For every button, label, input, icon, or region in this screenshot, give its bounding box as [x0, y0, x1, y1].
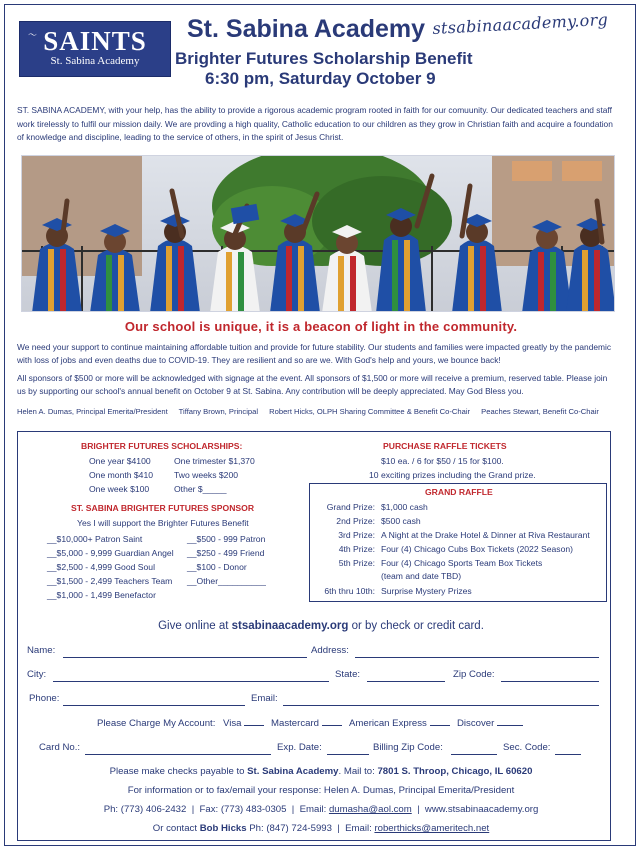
- visa-option[interactable]: [223, 718, 264, 729]
- sponsor-title: ST. SABINA BRIGHTER FUTURES SPONSOR: [71, 503, 255, 513]
- website-script: stsabinaacademy.org: [432, 9, 609, 38]
- swoosh-icon: 〜: [28, 30, 38, 40]
- sponsor-level[interactable]: __$100 - Donor: [187, 562, 247, 572]
- city-label: City:: [27, 669, 47, 680]
- billing-zip-field[interactable]: [451, 754, 497, 755]
- scholarship-option[interactable]: One week $100: [89, 484, 150, 494]
- signers-line: [17, 407, 623, 416]
- contact-email-link[interactable]: roberthicks@ameritech.net: [374, 823, 490, 834]
- signer-3: Robert Hicks, OLPH Sharing Committee & Benefit Co-Chair: [269, 407, 471, 416]
- charge-account-label: Please Charge My Account:: [97, 718, 216, 729]
- prize-text: (team and date TBD): [381, 571, 462, 581]
- give-prefix: Give online at: [158, 620, 229, 632]
- checks-prefix: Please make checks payable to: [109, 766, 245, 777]
- mail-address: 7801 S. Throop, Chicago, IL 60620: [377, 766, 533, 777]
- sponsor-level[interactable]: __$10,000+ Patron Saint: [47, 534, 143, 544]
- card-number-label: Card No.:: [39, 742, 81, 753]
- fax-number: Fax: (773) 483-0305: [199, 804, 287, 815]
- prize-label: 2nd Prize:: [336, 516, 375, 526]
- address-label: Address:: [311, 645, 349, 656]
- card-type: Discover: [457, 718, 495, 729]
- sponsor-level[interactable]: __$1,000 - 1,499 Benefactor: [47, 590, 156, 600]
- phone-field[interactable]: [63, 705, 245, 706]
- scholarship-option[interactable]: Two weeks $200: [174, 470, 239, 480]
- intro-paragraph: ST. SABINA ACADEMY, with your help, has the ability to provide a rigorous academic program rooted in faith for our comuunity. Our dedicated teachers and staff work tirelessly to fulfil our mission daily. We are provding a high quality, Catholic education to our children as they grow in Christian faith and acquire a foundation of knowledge and discipline, leading to the service of others, in the spirit of Jesus Christ.: [17, 105, 613, 142]
- logo-subtext: St. Sabina Academy: [50, 55, 140, 67]
- checks-line: [5, 766, 637, 777]
- sponsor-level[interactable]: __Other__________: [187, 576, 266, 586]
- contact-phone: Ph: (847) 724-5993: [249, 823, 332, 834]
- email-label-footer: Email:: [299, 804, 327, 815]
- prize-text: $1,000 cash: [381, 502, 428, 512]
- sponsor-level[interactable]: __$1,500 - 2,499 Teachers Team: [47, 576, 173, 586]
- scholarship-option[interactable]: One month $410: [89, 470, 154, 480]
- sponsor-intro: Yes I will support the Brighter Futures Benefit: [77, 518, 249, 528]
- prize-text: $500 cash: [381, 516, 421, 526]
- card-type: Visa: [223, 718, 242, 729]
- appeal-paragraph-2: All sponsors of $500 or more will be acknowledged with signage at the event. All sponsors of $1,500 or more will receive a premium, reserved table. Please join us by supporting our school's annual benefit on October 9 at St. Sabina. Any contribution will be deeply appreciated. May God Bless you.: [17, 373, 608, 396]
- name-label: Name:: [27, 645, 56, 656]
- prize-text: Four (4) Chicago Cubs Box Tickets (2022 Season): [381, 544, 574, 554]
- exp-date-label: Exp. Date:: [277, 742, 322, 753]
- zip-field[interactable]: [501, 681, 599, 682]
- contact-name: Bob Hicks: [199, 823, 247, 834]
- prize-text: A Night at the Drake Hotel & Dinner at Riva Restaurant: [381, 530, 590, 540]
- signer-2: Tiffany Brown, Principal: [178, 407, 259, 416]
- mail-prefix: . Mail to:: [338, 766, 375, 777]
- prize-label: 3rd Prize:: [338, 530, 375, 540]
- scholarship-option[interactable]: One trimester $1,370: [174, 456, 255, 466]
- give-website-link[interactable]: stsabinaacademy.org: [231, 620, 349, 632]
- contact-prefix: Or contact: [152, 823, 198, 834]
- give-online-line: [5, 620, 637, 632]
- state-field[interactable]: [367, 681, 445, 682]
- sponsor-level[interactable]: __$2,500 - 4,999 Good Soul: [47, 562, 155, 572]
- prize-label: Grand Prize:: [326, 502, 375, 512]
- bob-contact-line: Or contact Bob Hicks Ph: (847) 724-5993 | Email: roberthicks@ameritech.net: [152, 823, 490, 834]
- signer-4: Peaches Stewart, Benefit Co-Chair: [481, 407, 599, 416]
- signer-1: Helen A. Dumas, Principal Emerita/President: [17, 407, 168, 416]
- page-title: St. Sabina Academy: [187, 15, 426, 43]
- website-link[interactable]: www.stsabinaacademy.org: [424, 804, 539, 815]
- email-label: Email:: [251, 693, 278, 704]
- email-link[interactable]: dumasha@aol.com: [328, 804, 412, 815]
- scholarship-option[interactable]: One year $4100: [89, 456, 151, 466]
- zip-label: Zip Code:: [453, 669, 495, 680]
- contact-email-label: Email:: [345, 823, 372, 834]
- email-field[interactable]: [283, 705, 599, 706]
- city-field[interactable]: [53, 681, 329, 682]
- give-suffix: or by check or credit card.: [351, 620, 484, 632]
- scholarship-option[interactable]: Other $_____: [174, 484, 227, 494]
- exp-date-field[interactable]: [327, 754, 369, 755]
- card-number-field[interactable]: [85, 754, 271, 755]
- prize-text: Four (4) Chicago Sports Team Box Tickets: [381, 558, 543, 568]
- card-type: Mastercard: [271, 718, 319, 729]
- event-time: 6:30 pm, Saturday October 9: [205, 69, 436, 88]
- graduates-photo: [21, 155, 615, 312]
- sponsor-level[interactable]: __$250 - 499 Friend: [187, 548, 265, 558]
- prize-text: Surprise Mystery Prizes: [381, 586, 472, 596]
- address-field[interactable]: [355, 657, 599, 658]
- info-line: For information or to fax/email your response: Helen A. Dumas, Principal Emerita/President: [127, 785, 515, 796]
- phone-number: Ph: (773) 406-2432: [103, 804, 187, 815]
- saints-logo: [19, 21, 171, 77]
- checks-payee: St. Sabina Academy: [247, 766, 339, 777]
- contact-line: Ph: (773) 406-2432 | Fax: (773) 483-0305 | Email: dumasha@aol.com | www.stsabinaacademy.org: [103, 804, 539, 815]
- amex-option[interactable]: [349, 718, 450, 729]
- prize-label: 6th thru 10th:: [324, 586, 375, 596]
- sec-code-label: Sec. Code:: [503, 742, 551, 753]
- raffle-prizes-note: 10 exciting prizes including the Grand prize.: [369, 470, 536, 480]
- prize-label: 4th Prize:: [338, 544, 375, 554]
- scholarships-title: BRIGHTER FUTURES SCHOLARSHIPS:: [81, 441, 243, 451]
- flyer-page: [4, 4, 636, 846]
- discover-option[interactable]: [457, 718, 523, 729]
- mastercard-option[interactable]: [271, 718, 342, 729]
- sponsor-level[interactable]: __$5,000 - 9,999 Guardian Angel: [47, 548, 174, 558]
- sec-code-field[interactable]: [555, 754, 581, 755]
- raffle-tickets-title: PURCHASE RAFFLE TICKETS: [383, 441, 507, 451]
- raffle-price: $10 ea. / 6 for $50 / 15 for $100.: [381, 456, 504, 466]
- card-type: American Express: [349, 718, 427, 729]
- logo-text: SAINTS: [43, 26, 147, 56]
- state-label: State:: [335, 669, 361, 680]
- grand-raffle-title: GRAND RAFFLE: [425, 487, 493, 497]
- sponsor-level[interactable]: __$500 - 999 Patron: [187, 534, 266, 544]
- appeal-paragraph-1: We need your support to continue maintaining affordable tuition and provide for future stability. Our students and families were impacted greatly by the pandemic with loss of jobs and even deaths due to COVID-19. They are resilient and so are we. With God's help and yours, we bounce back!: [17, 342, 612, 365]
- benefit-subtitle: Brighter Futures Scholarship Benefit: [175, 49, 473, 68]
- name-field[interactable]: [63, 657, 307, 658]
- billing-zip-label: Billing Zip Code:: [373, 742, 443, 753]
- grand-raffle-box: [309, 483, 607, 602]
- prize-label: 5th Prize:: [338, 558, 375, 568]
- tagline: Our school is unique, it is a beacon of light in the community.: [124, 319, 518, 334]
- phone-label: Phone:: [29, 693, 60, 704]
